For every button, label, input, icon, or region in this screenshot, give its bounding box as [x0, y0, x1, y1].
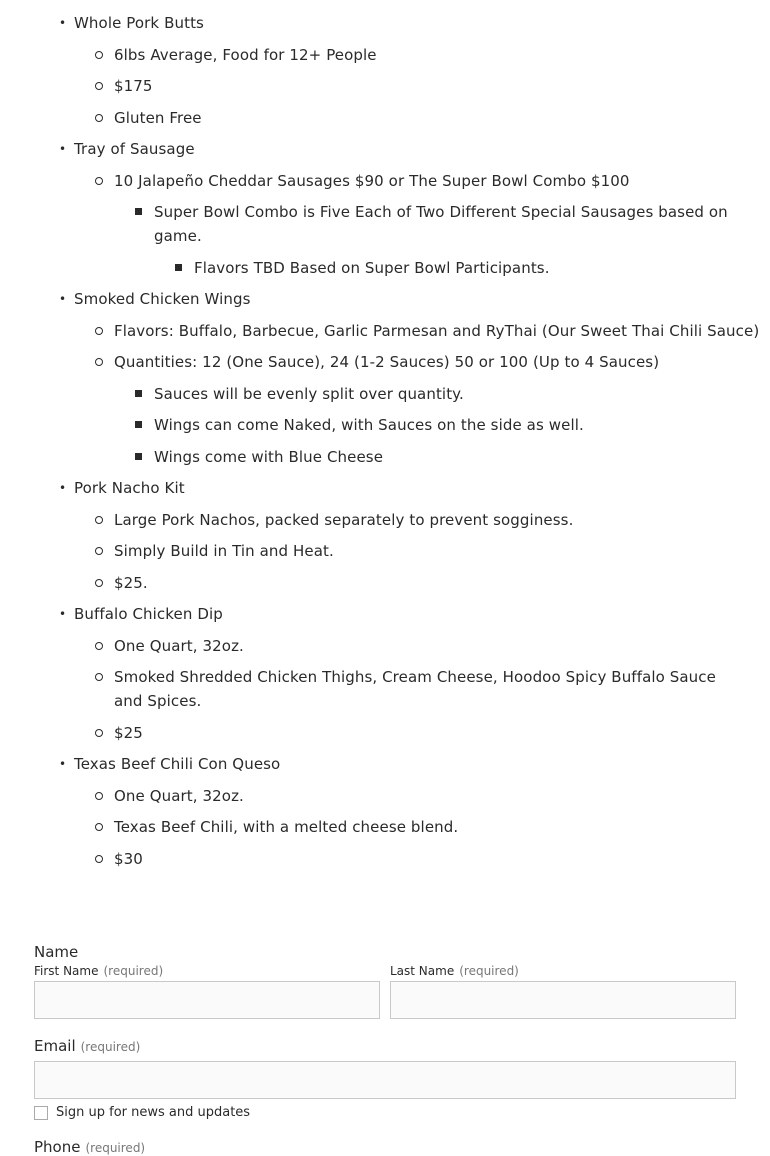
menu-detail: Texas Beef Chili, with a melted cheese blend. [114, 815, 458, 839]
menu-detail: 10 Jalapeño Cheddar Sausages $90 or The Super Bowl Combo $100 [114, 169, 630, 193]
menu-detail: Smoked Shredded Chicken Thighs, Cream Cheese, Hoodoo Spicy Buffalo Sauce and Spices. [114, 665, 734, 713]
required-tag: (required) [459, 964, 519, 978]
required-tag: (required) [103, 964, 164, 978]
menu-detail: Flavors: Buffalo, Barbecue, Garlic Parmesan and RyThai (Our Sweet Thai Chili Sauce) [114, 319, 759, 343]
menu-note: Super Bowl Combo is Five Each of Two Different Special Sausages based on game. [154, 200, 734, 248]
menu-detail: $30 [114, 847, 143, 871]
menu-note: Sauces will be evenly split over quantity. [154, 382, 464, 406]
last-name-label: Last Name (required) [390, 964, 519, 978]
required-tag: (required) [85, 1141, 146, 1155]
menu-item: • Texas Beef Chili Con Queso [74, 752, 280, 776]
menu-detail: One Quart, 32oz. [114, 784, 244, 808]
required-tag: (required) [80, 1040, 141, 1054]
menu-note: Flavors TBD Based on Super Bowl Participants. [194, 256, 550, 280]
menu-detail: $25 [114, 721, 143, 745]
first-name-label: First Name (required) [34, 964, 164, 978]
menu-detail: $25. [114, 571, 148, 595]
menu-note: Wings can come Naked, with Sauces on the side as well. [154, 413, 584, 437]
menu-item: • Whole Pork Butts [74, 11, 204, 35]
name-label: Name [34, 943, 79, 961]
last-name-input[interactable] [390, 981, 736, 1019]
menu-detail: $175 [114, 74, 153, 98]
menu-item: • Smoked Chicken Wings [74, 287, 251, 311]
newsletter-label: Sign up for news and updates [56, 1105, 251, 1120]
email-label: Email (required) [34, 1037, 141, 1055]
newsletter-checkbox[interactable] [34, 1106, 48, 1120]
menu-item: • Buffalo Chicken Dip [74, 602, 223, 626]
menu-detail: Quantities: 12 (One Sauce), 24 (1-2 Sauces) 50 or 100 (Up to 4 Sauces) [114, 350, 659, 374]
email-input[interactable] [34, 1061, 736, 1099]
menu-detail: 6lbs Average, Food for 12+ People [114, 43, 377, 67]
menu-note: Wings come with Blue Cheese [154, 445, 383, 469]
first-name-input[interactable] [34, 981, 380, 1019]
phone-label: Phone (required) [34, 1138, 146, 1156]
menu-item: • Pork Nacho Kit [74, 476, 185, 500]
menu-item: • Tray of Sausage [74, 137, 195, 161]
menu-detail: Simply Build in Tin and Heat. [114, 539, 334, 563]
menu-detail: One Quart, 32oz. [114, 634, 244, 658]
menu-detail: Large Pork Nachos, packed separately to prevent sogginess. [114, 508, 573, 532]
menu-detail: Gluten Free [114, 106, 202, 130]
